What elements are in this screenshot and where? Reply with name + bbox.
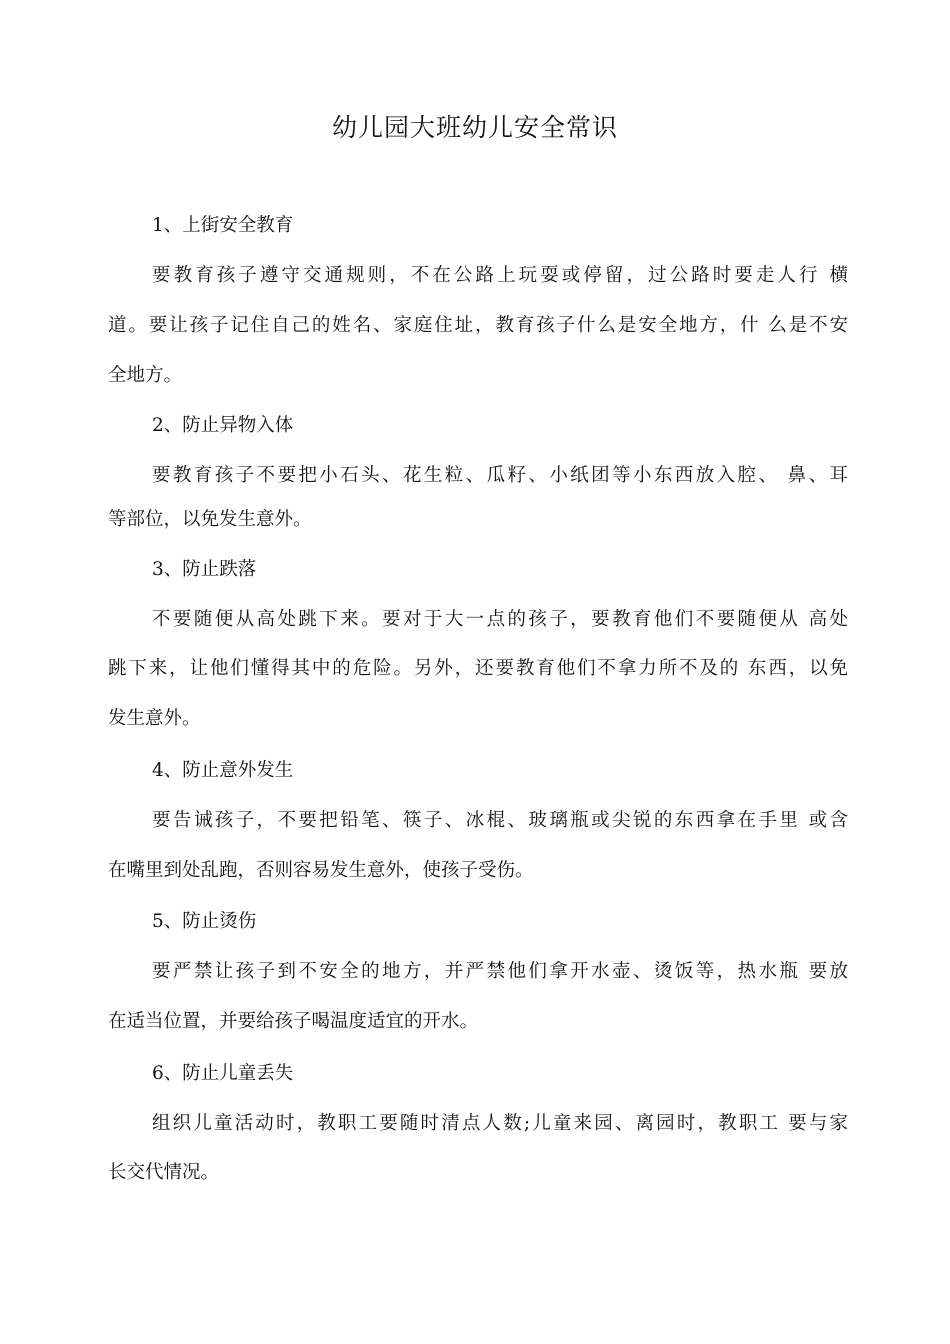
paragraph-line: 跳下来，让他们懂得其中的危险。另外，还要教育他们不拿力所不及的 东西，以免 [108,658,848,679]
section-heading-5: 5、防止烫伤 [152,911,257,932]
paragraph-line: 不要随便从高处跳下来。要对于大一点的孩子，要教育他们不要随便从 高处 [152,609,848,630]
section-heading-6: 6、防止儿童丢失 [152,1063,294,1084]
paragraph-line: 要严禁让孩子到不安全的地方，并严禁他们拿开水壶、烫饭等，热水瓶 要放 [152,961,848,982]
section-heading-4: 4、防止意外发生 [152,760,294,781]
section-heading-3: 3、防止跌落 [152,559,257,580]
paragraph-line: 全地方。 [108,365,183,386]
paragraph-line: 要教育孩子遵守交通规则，不在公路上玩耍或停留，过公路时要走人行 横 [152,265,848,286]
paragraph-line: 道。要让孩子记住自己的姓名、家庭住址，教育孩子什么是安全地方，什 么是不安 [108,315,848,336]
paragraph-line: 要教育孩子不要把小石头、花生粒、瓜籽、小纸团等小东西放入腔、 鼻、耳 [152,465,848,486]
section-heading-2: 2、防止异物入体 [152,415,294,436]
paragraph-line: 在适当位置，并要给孩子喝温度适宜的开水。 [108,1011,479,1032]
paragraph-line: 组织儿童活动时，教职工要随时清点人数;儿童来园、离园时，教职工 要与家 [152,1113,848,1134]
document-title: 幼儿园大班幼儿安全常识 [331,113,618,142]
paragraph-line: 要告诫孩子，不要把铅笔、筷子、冰棍、玻璃瓶或尖锐的东西拿在手里 或含 [152,810,848,831]
paragraph-line: 发生意外。 [108,708,201,729]
paragraph-line: 等部位，以免发生意外。 [108,509,312,530]
section-heading-1: 1、上街安全教育 [152,215,294,236]
paragraph-line: 长交代情况。 [108,1162,220,1183]
paragraph-line: 在嘴里到处乱跑，否则容易发生意外，使孩子受伤。 [108,860,534,881]
